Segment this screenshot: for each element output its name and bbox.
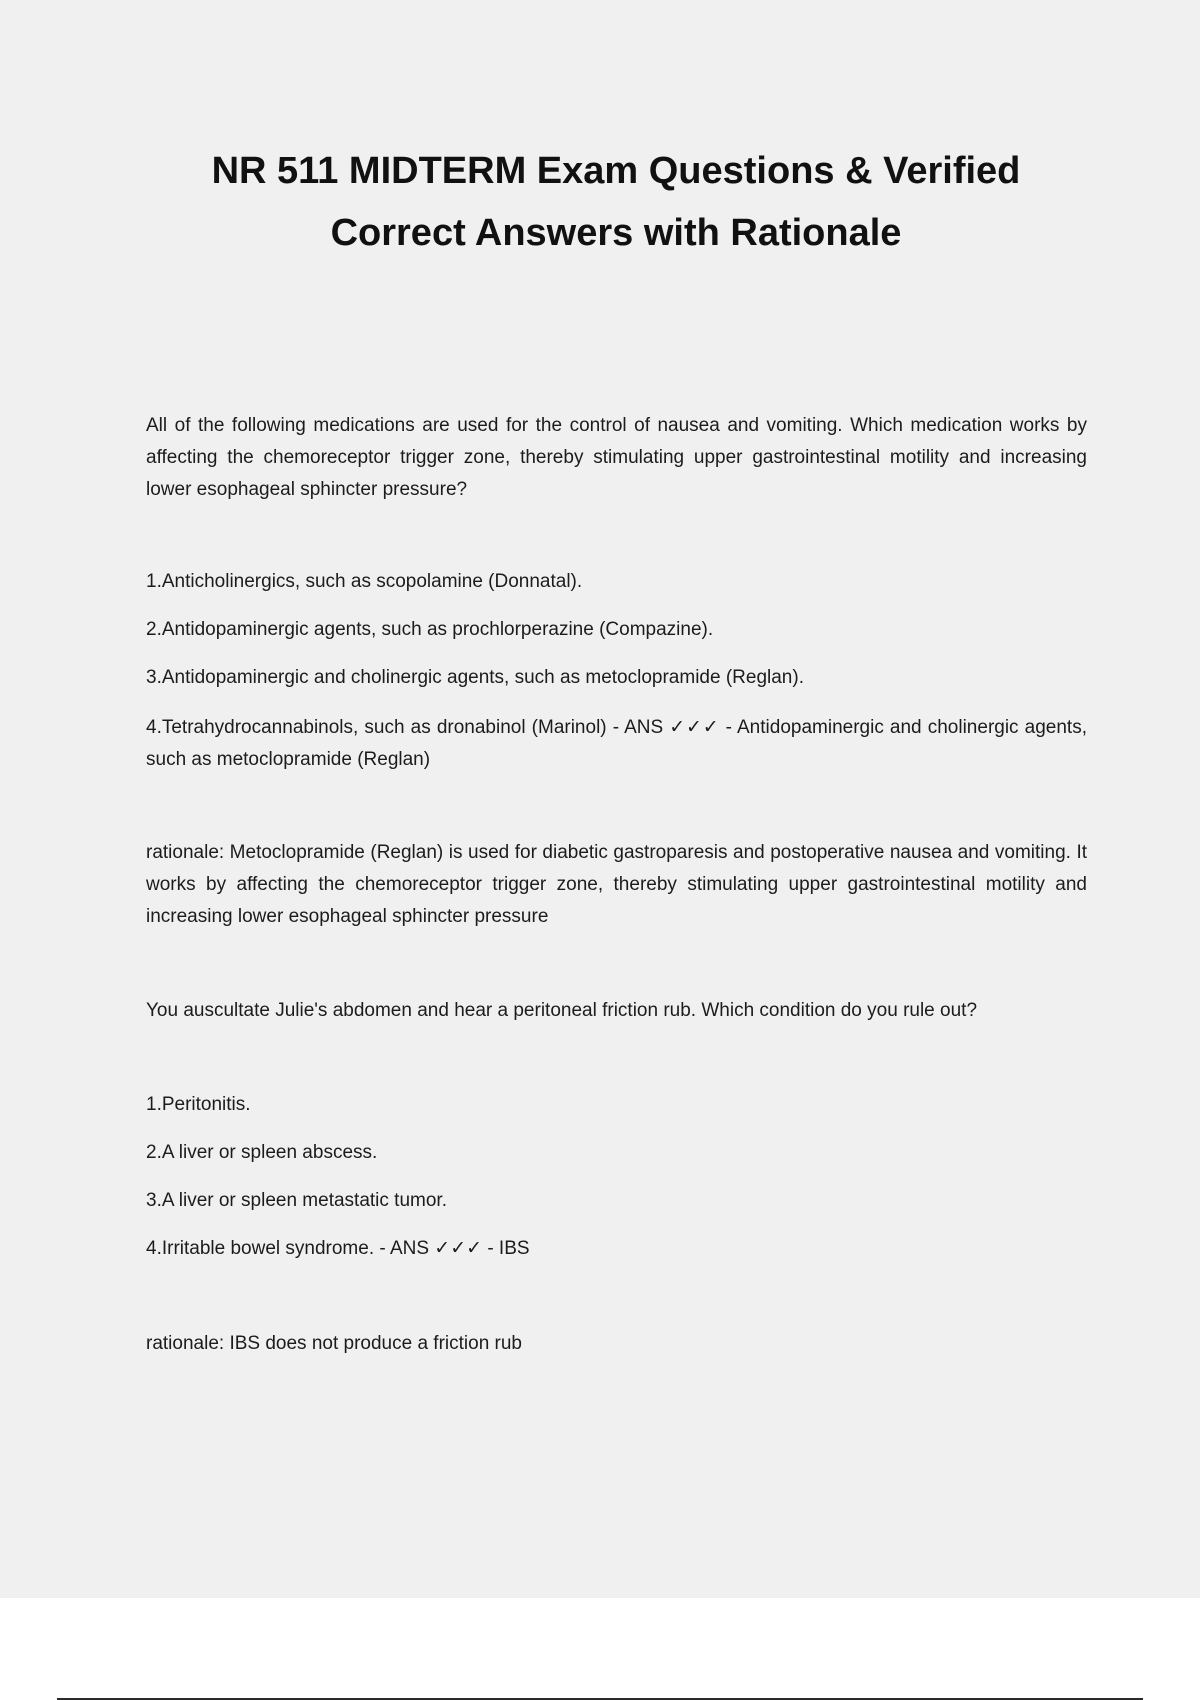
question-2-stem: You auscultate Julie's abdomen and hear a peritoneal friction rub. Which condition do you rule out?	[146, 1000, 978, 1021]
question-2-option-3: 3.A liver or spleen metastatic tumor.	[146, 1190, 447, 1211]
question-1-option-2: 2.Antidopaminergic agents, such as prochlorperazine (Compazine).	[146, 619, 714, 640]
question-1-option-3: 3.Antidopaminergic and cholinergic agents, such as metoclopramide (Reglan).	[146, 667, 804, 688]
question-2-rationale: rationale: IBS does not produce a friction rub	[146, 1333, 523, 1354]
question-2-option-4-answer: 4.Irritable bowel syndrome. - ANS ✓✓✓ - IBS	[146, 1238, 530, 1259]
question-1-option-1: 1.Anticholinergics, such as scopolamine (Donnatal).	[146, 571, 583, 592]
question-2-option-2: 2.A liver or spleen abscess.	[146, 1142, 378, 1163]
question-1-option-4-answer: 4.Tetrahydrocannabinols, such as dronabinol (Marinol) - ANS ✓✓✓ - Antidopaminergic and cholinergic agents, such as metoclopramide (Reglan)	[146, 717, 1087, 770]
question-2-option-1: 1.Peritonitis.	[146, 1094, 251, 1115]
document-title: NR 511 MIDTERM Exam Questions & Verified Correct Answers with Rationale	[211, 150, 1021, 254]
question-1-stem: All of the following medications are used for the control of nausea and vomiting. Which medication works by affecting the chemoreceptor trigger zone, thereby stimulating upper gastrointestinal motility and increasing lower esophageal sphincter pressure?	[146, 415, 1087, 500]
question-1-rationale: rationale: Metoclopramide (Reglan) is used for diabetic gastroparesis and postoperative nausea and vomiting. It works by affecting the chemoreceptor trigger zone, thereby stimulating upper gastrointestinal motility and increasing lower esophageal sphincter pressure	[146, 842, 1087, 927]
